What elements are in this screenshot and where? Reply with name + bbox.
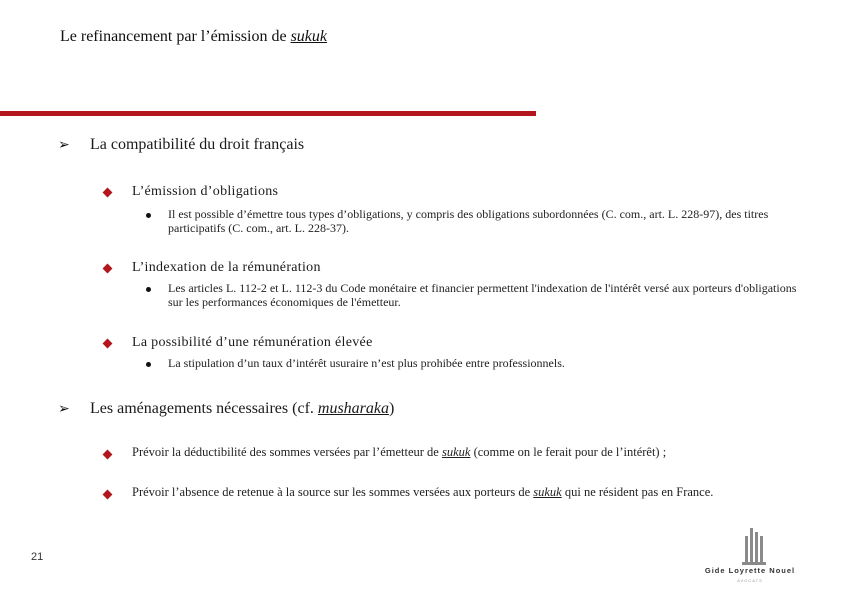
diamond-bullet-icon	[103, 490, 113, 500]
page-number: 21	[31, 551, 44, 563]
diamond-bullet-icon	[103, 188, 113, 198]
dot-bullet-icon	[146, 287, 151, 292]
list-item-prefix: Prévoir l’absence de retenue à la source sur les sommes versées aux porteurs de	[132, 485, 534, 499]
subsection-heading-3: La possibilité d’une rémunération élevée	[132, 335, 373, 350]
list-item-emphasis: sukuk	[441, 445, 471, 459]
section-heading-2-emphasis: musharaka	[317, 400, 389, 417]
slide-title-prefix: Le refinancement par l’émission de	[60, 28, 291, 45]
firm-name: Gide Loyrette Nouel	[704, 566, 796, 575]
section-heading-2	[90, 400, 394, 418]
subsection-heading-1: L’émission d’obligations	[132, 184, 279, 199]
section-heading-2-suffix: )	[389, 400, 395, 417]
diamond-bullet-icon	[103, 339, 113, 349]
firm-tagline: AVOCATS	[737, 578, 763, 583]
list-item-suffix: (comme on le ferait pour de l’intérêt) ;	[470, 445, 667, 459]
list-item	[132, 485, 713, 500]
section-heading-2-prefix: Les aménagements nécessaires (cf.	[90, 400, 318, 417]
subsection-text-1: Il est possible d’émettre tous types d’obligations, y compris des obligations subordonnées (C. com., art. L. 228-97), des titres participatifs (C. com., art. L. 228-37).	[168, 207, 769, 235]
diamond-bullet-icon	[103, 264, 113, 274]
subsection-text-3: La stipulation d’un taux d’intérêt usuraire n’est plus prohibée entre professionnels.	[168, 356, 565, 370]
list-item-suffix: qui ne résident pas en France.	[561, 485, 714, 499]
section-heading-1: La compatibilité du droit français	[90, 136, 305, 153]
list-item-emphasis: sukuk	[533, 485, 562, 499]
firm-logo-icon	[722, 528, 778, 568]
slide-title-emphasis: sukuk	[290, 28, 328, 45]
arrow-bullet-icon: ➢	[58, 401, 70, 417]
slide-title	[60, 28, 327, 46]
arrow-bullet-icon: ➢	[58, 137, 70, 153]
diamond-bullet-icon	[103, 450, 113, 460]
dot-bullet-icon	[146, 362, 151, 367]
title-divider	[0, 111, 536, 116]
subsection-heading-2: L’indexation de la rémunération	[132, 260, 321, 275]
list-item-prefix: Prévoir la déductibilité des sommes versées par l’émetteur de	[132, 445, 442, 459]
dot-bullet-icon	[146, 213, 151, 218]
list-item	[132, 445, 666, 460]
subsection-text-2: Les articles L. 112-2 et L. 112-3 du Code monétaire et financier permettent l'indexation de l'intérêt versé aux porteurs d'obligations sur les performances économiques de l'émetteur.	[168, 281, 797, 309]
